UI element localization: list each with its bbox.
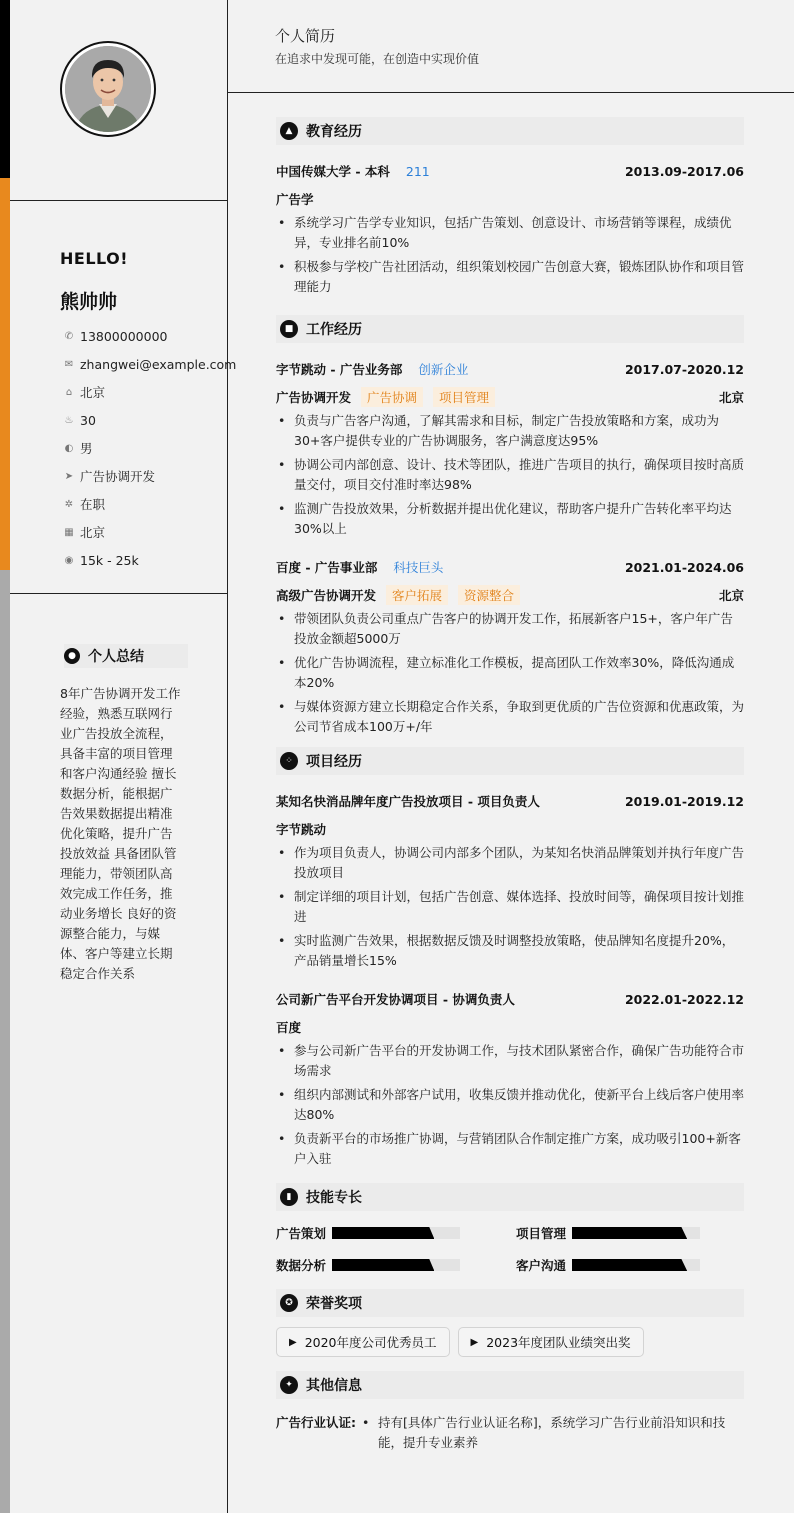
briefcase-icon: ■ bbox=[280, 320, 298, 338]
award-label: 2023年度团队业绩突出奖 bbox=[486, 1335, 631, 1350]
summary-heading bbox=[64, 644, 188, 668]
education-period: 2013.09-2017.06 bbox=[624, 163, 744, 179]
certification-label: 广告行业认证: bbox=[276, 1415, 356, 1430]
section-title: 工作经历 bbox=[306, 322, 362, 338]
user-icon: ● bbox=[64, 648, 80, 664]
info-row bbox=[60, 546, 236, 574]
status-icon: ✲ bbox=[64, 498, 74, 510]
skill-name: 项目管理 bbox=[516, 1226, 567, 1241]
play-icon: ▶ bbox=[289, 1336, 297, 1348]
project-org-row bbox=[276, 1013, 744, 1041]
accent-stripe bbox=[0, 0, 10, 1513]
certification-text: • 持有[具体广告行业认证名称]，系统学习广告行业前沿知识和技能，提升专业素养 bbox=[360, 1413, 744, 1453]
info-icon: ✦ bbox=[280, 1376, 298, 1394]
main-content bbox=[276, 117, 744, 1453]
project-header bbox=[276, 985, 744, 1013]
school-tag: 211 bbox=[405, 163, 430, 179]
bullet-item: • 负责新平台的市场推广协调，与营销团队合作制定推广方案，成功吸引100+新客户入驻 bbox=[276, 1129, 744, 1169]
skills-section bbox=[276, 1183, 744, 1275]
job-entry bbox=[276, 553, 744, 737]
bullet-item: • 优化广告协调流程，建立标准化工作模板，提高团队工作效率30%，降低沟通成本20% bbox=[276, 653, 744, 693]
job-header bbox=[276, 355, 744, 383]
job-entry bbox=[276, 355, 744, 539]
bullet-item: • 作为项目负责人，协调公司内部多个团队，为某知名快消品牌策划并执行年度广告投放项目 bbox=[276, 843, 744, 883]
section-title: 技能专长 bbox=[306, 1190, 362, 1206]
job-period: 2021.01-2024.06 bbox=[624, 559, 744, 575]
phone-icon: ✆ bbox=[64, 330, 74, 342]
project-org: 字节跳动 bbox=[276, 822, 327, 837]
summary-title: 个人总结 bbox=[88, 649, 144, 665]
info-text: 男 bbox=[80, 441, 93, 456]
job-header bbox=[276, 553, 744, 581]
graduation-cap-icon: ▲ bbox=[280, 122, 298, 140]
job-role-row bbox=[276, 581, 744, 609]
sidebar bbox=[10, 0, 237, 1513]
section-heading bbox=[276, 747, 744, 775]
info-row bbox=[60, 406, 236, 434]
project-bullets bbox=[276, 1041, 744, 1169]
project-name: 某知名快消品牌年度广告投放项目 - 项目负责人 bbox=[276, 794, 540, 809]
role-tag: 广告协调 bbox=[361, 387, 423, 407]
job-bullets bbox=[276, 609, 744, 737]
person-name: 熊帅帅 bbox=[60, 291, 118, 313]
mail-icon: ✉ bbox=[64, 358, 74, 370]
skill-bar bbox=[572, 1227, 700, 1239]
info-row bbox=[60, 378, 236, 406]
company-tag: 创新企业 bbox=[418, 362, 469, 377]
project-entry bbox=[276, 985, 744, 1169]
section-title: 荣誉奖项 bbox=[306, 1296, 362, 1312]
school-name: 中国传媒大学 - 本科 bbox=[276, 164, 390, 179]
major: 广告学 bbox=[276, 192, 314, 207]
education-section bbox=[276, 117, 744, 297]
play-icon: ▶ bbox=[470, 1336, 479, 1348]
page-header bbox=[228, 0, 794, 93]
bullet-item: • 带领团队负责公司重点广告客户的协调开发工作，拓展新客户15+，客户年广告投放金额超5000万 bbox=[276, 609, 744, 649]
project-header bbox=[276, 787, 744, 815]
skill-bar-fill bbox=[572, 1259, 687, 1271]
job-title-group bbox=[276, 359, 470, 379]
award-badge bbox=[276, 1327, 450, 1357]
project-period: 2019.01-2019.12 bbox=[624, 793, 744, 809]
bullet-item: • 积极参与学校广告社团活动，组织策划校园广告创意大赛，锻炼团队协作和项目管理能力 bbox=[276, 257, 744, 297]
hello-heading: HELLO! bbox=[60, 249, 129, 268]
job-role: 广告协调开发 bbox=[276, 390, 352, 405]
bar-chart-icon: ▮ bbox=[280, 1188, 298, 1206]
job-role-row bbox=[276, 383, 744, 411]
section-title: 其他信息 bbox=[306, 1378, 362, 1394]
education-bullets bbox=[276, 213, 744, 297]
project-bullets bbox=[276, 843, 744, 971]
company-name: 百度 - 广告事业部 bbox=[276, 560, 378, 575]
section-heading bbox=[276, 1289, 744, 1317]
skill-bar-fill bbox=[572, 1227, 687, 1239]
skill-bar bbox=[332, 1259, 460, 1271]
bullet-item: • 协调公司内部创意、设计、技术等团队，推进广告项目的执行，确保项目按时高质量交付，项目交付准时率达98% bbox=[276, 455, 744, 495]
project-entry bbox=[276, 787, 744, 971]
project-name: 公司新广告平台开发协调项目 - 协调负责人 bbox=[276, 992, 515, 1007]
skill-item bbox=[516, 1255, 744, 1275]
section-title: 教育经历 bbox=[306, 124, 362, 140]
building-icon: ▦ bbox=[64, 526, 74, 538]
skill-bar bbox=[572, 1259, 700, 1271]
info-text: 北京 bbox=[80, 385, 106, 400]
project-period: 2022.01-2022.12 bbox=[624, 991, 744, 1007]
section-heading bbox=[276, 1371, 744, 1399]
job-title-group bbox=[276, 557, 445, 577]
award-icon: ✪ bbox=[280, 1294, 298, 1312]
job-bullets bbox=[276, 411, 744, 539]
skill-name: 客户沟通 bbox=[516, 1258, 567, 1273]
skill-bar-fill bbox=[332, 1227, 434, 1239]
bullet-item: • 监测广告投放效果，分析数据并提出优化建议，帮助客户提升广告转化率平均达30%以上 bbox=[276, 499, 744, 539]
send-icon: ➤ bbox=[64, 470, 74, 482]
info-row bbox=[60, 434, 236, 462]
role-tag: 资源整合 bbox=[458, 585, 520, 605]
awards-section bbox=[276, 1289, 744, 1357]
job-role-group bbox=[276, 387, 495, 407]
divider bbox=[10, 200, 227, 201]
section-heading bbox=[276, 1183, 744, 1211]
info-text: 30 bbox=[80, 412, 96, 428]
skill-item bbox=[276, 1255, 516, 1275]
section-heading bbox=[276, 315, 744, 343]
money-icon: ◉ bbox=[64, 554, 74, 566]
divider bbox=[10, 593, 227, 594]
cake-icon: ♨ bbox=[64, 414, 74, 426]
info-row bbox=[60, 322, 236, 350]
work-section bbox=[276, 315, 744, 737]
job-location: 北京 bbox=[718, 588, 744, 603]
projects-section bbox=[276, 747, 744, 1169]
bullet-item: • 实时监测广告效果，根据数据反馈及时调整投放策略，使品牌知名度提升20%，产品销量增长15% bbox=[276, 931, 744, 971]
project-org: 百度 bbox=[276, 1020, 302, 1035]
bullet-item: • 负责与广告客户沟通，了解其需求和目标，制定广告投放策略和方案，成功为30+客户提供专业的广告协调服务，客户满意度达95% bbox=[276, 411, 744, 451]
company-name: 字节跳动 - 广告业务部 bbox=[276, 362, 403, 377]
info-row bbox=[60, 462, 236, 490]
skill-name: 数据分析 bbox=[276, 1258, 327, 1273]
skill-bar bbox=[332, 1227, 460, 1239]
skill-name: 广告策划 bbox=[276, 1226, 327, 1241]
role-tag: 客户拓展 bbox=[386, 585, 448, 605]
project-org-row bbox=[276, 815, 744, 843]
avatar bbox=[60, 41, 156, 137]
bullet-item: • 系统学习广告学专业知识，包括广告策划、创意设计、市场营销等课程，成绩优异，专业排名前10% bbox=[276, 213, 744, 253]
job-role: 高级广告协调开发 bbox=[276, 588, 377, 603]
job-period: 2017.07-2020.12 bbox=[624, 361, 744, 377]
skill-item bbox=[516, 1223, 744, 1243]
award-label: 2020年度公司优秀员工 bbox=[304, 1335, 437, 1350]
info-text: 13800000000 bbox=[80, 328, 168, 344]
info-text: 北京 bbox=[80, 525, 106, 540]
info-text: 广告协调开发 bbox=[80, 469, 156, 484]
skill-item bbox=[276, 1223, 516, 1243]
home-icon: ⌂ bbox=[65, 386, 73, 398]
info-text: 15k - 25k bbox=[80, 552, 139, 568]
info-row bbox=[60, 518, 236, 546]
award-badge bbox=[458, 1327, 644, 1357]
other-section bbox=[276, 1371, 744, 1453]
info-row bbox=[60, 490, 236, 518]
contact-info-list bbox=[60, 322, 236, 574]
job-role-group bbox=[276, 585, 520, 605]
bullet-item: • 制定详细的项目计划，包括广告创意、媒体选择、投放时间等，确保项目按计划推进 bbox=[276, 887, 744, 927]
avatar-photo bbox=[65, 46, 151, 132]
section-heading bbox=[276, 117, 744, 145]
apps-icon: ⁘ bbox=[280, 752, 298, 770]
job-location: 北京 bbox=[718, 390, 744, 405]
summary-text: 8年广告协调开发工作经验，熟悉互联网行业广告投放全流程，具备丰富的项目管理和客户沟通经验 擅长数据分析，能根据广告效果数据提出精准优化策略，提升广告投放效益 具备团队管理能力，带领团队高效完成工作任务，推动业务增长 良好的资源整合能力，与媒体、客户等建立长期稳定合作关系 bbox=[60, 686, 181, 981]
bullet-item: • 组织内部测试和外部客户试用，收集反馈并推动优化，使新平台上线后客户使用率达80% bbox=[276, 1085, 744, 1125]
info-text: 在职 bbox=[80, 497, 106, 512]
bullet-item: • 参与公司新广告平台的开发协调工作，与技术团队紧密合作，确保广告功能符合市场需求 bbox=[276, 1041, 744, 1081]
company-tag: 科技巨头 bbox=[393, 560, 444, 575]
page-title: 个人简历 bbox=[275, 27, 336, 45]
bullet-item: • 与媒体资源方建立长期稳定合作关系，争取到更优质的广告位资源和优惠政策，为公司节省成本100万+/年 bbox=[276, 697, 744, 737]
skill-bar-fill bbox=[332, 1259, 434, 1271]
gender-icon: ◐ bbox=[64, 442, 74, 454]
page-subtitle: 在追求中发现可能，在创造中实现价值 bbox=[275, 52, 480, 66]
section-title: 项目经历 bbox=[306, 754, 362, 770]
info-text: zhangwei@example.com bbox=[80, 356, 237, 372]
role-tag: 项目管理 bbox=[433, 387, 495, 407]
info-row bbox=[60, 350, 236, 378]
